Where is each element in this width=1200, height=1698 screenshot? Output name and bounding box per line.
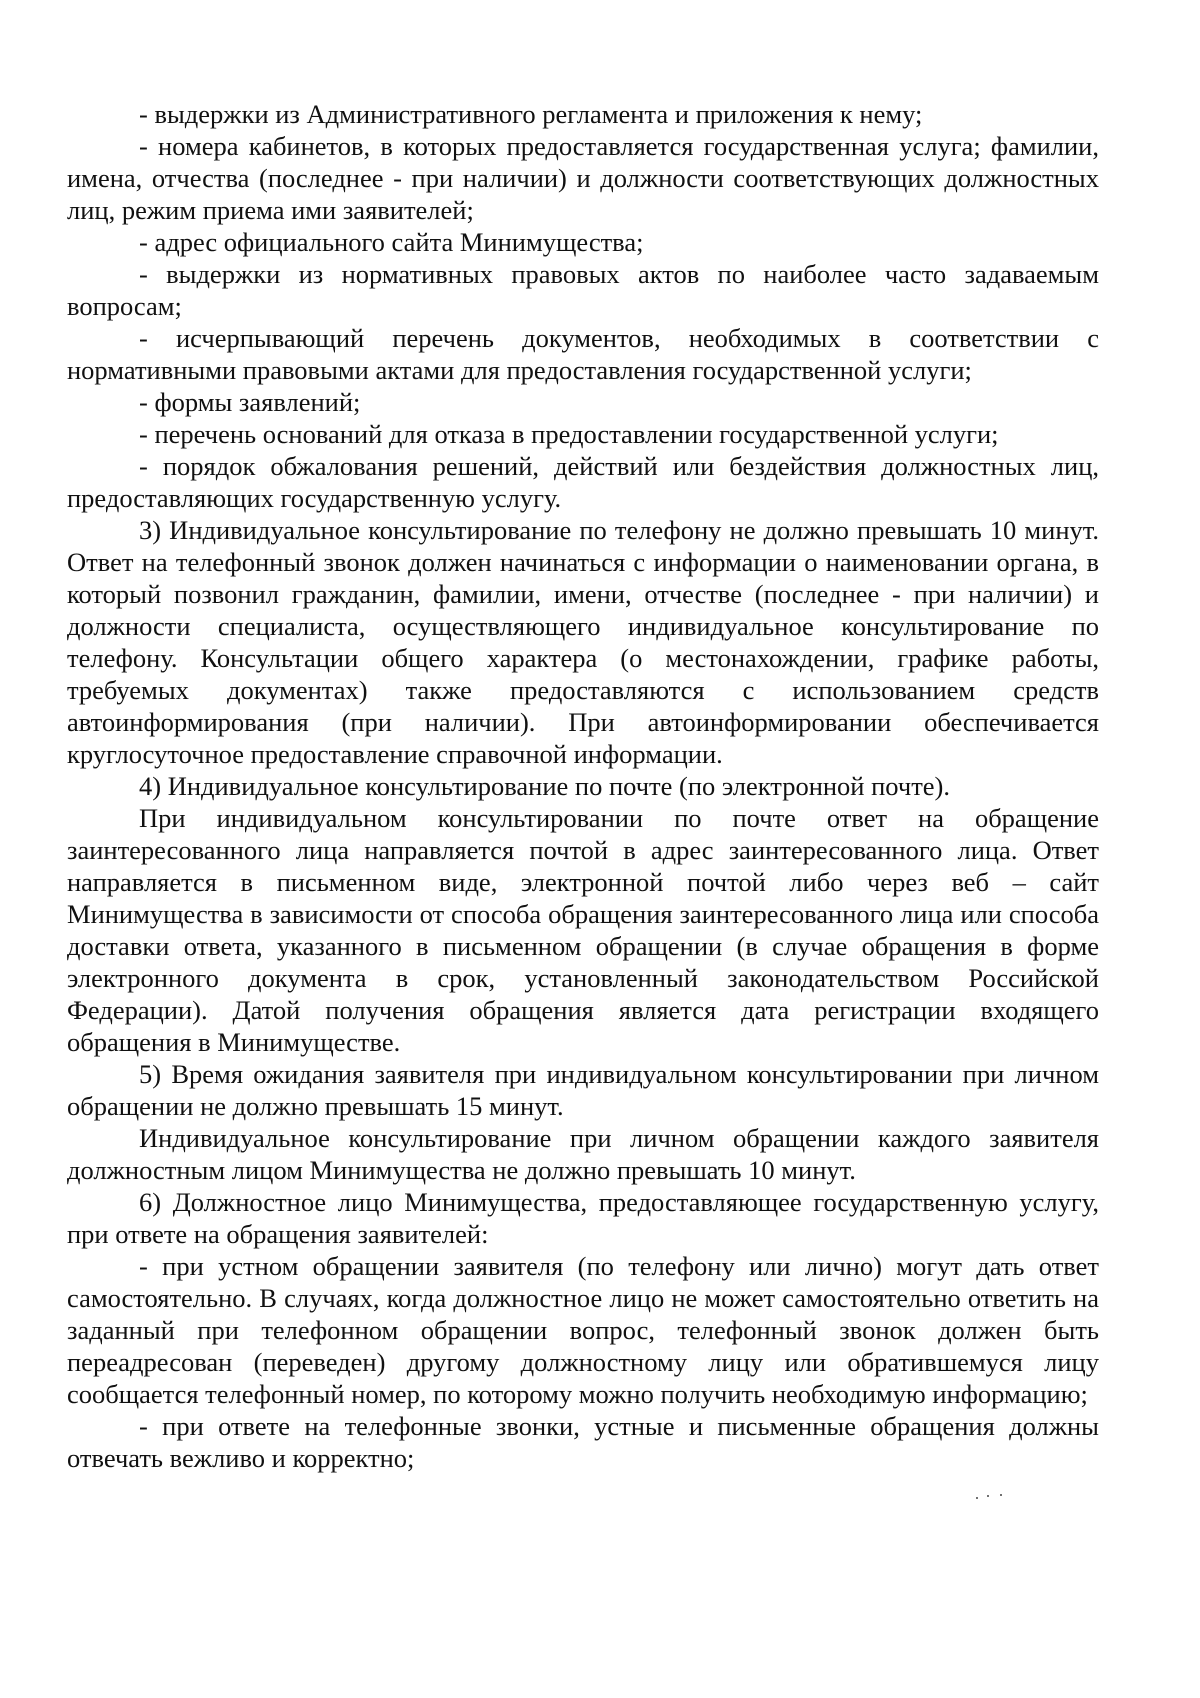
- document-body: [67, 98, 1099, 1474]
- paragraph: 3) Индивидуальное консультирование по телефону не должно превышать 10 минут. Ответ на телефонный звонок должен начинаться с информации о наименовании органа, в который позвонил гражданин, фамилии, имени, отчестве (последнее - при наличии) и должности специалиста, осуществляющего индивидуальное консультирование по телефону. Консультации общего характера (о местонахождении, графике работы, требуемых документах) также предоставляются с использованием средств автоинформирования (при наличии). При автоинформировании обеспечивается круглосуточное предоставление справочной информации.: [67, 515, 1099, 769]
- paragraph: Индивидуальное консультирование при личном обращении каждого заявителя должностным лицом Минимущества не должно превышать 10 минут.: [67, 1123, 1099, 1185]
- list-item: - порядок обжалования решений, действий или бездействия должностных лиц, предоставляющих государственную услугу.: [67, 451, 1099, 513]
- paragraph: При индивидуальном консультировании по почте ответ на обращение заинтересованного лица направляется почтой в адрес заинтересованного лица. Ответ направляется в письменном виде, электронной почтой либо через веб – сайт Минимущества в зависимости от способа обращения заинтересованного лица или способа доставки ответа, указанного в письменном обращении (в случае обращения в форме электронного документа в срок, установленный законодательством Российской Федерации). Датой получения обращения является дата регистрации входящего обращения в Минимуществе.: [67, 803, 1099, 1057]
- list-item: - при ответе на телефонные звонки, устные и письменные обращения должны отвечать вежливо и корректно;: [67, 1411, 1099, 1473]
- list-item: - формы заявлений;: [139, 387, 361, 417]
- list-item: - выдержки из Административного регламента и приложения к нему;: [139, 99, 923, 129]
- list-item: - номера кабинетов, в которых предоставляется государственная услуга; фамилии, имена, отчества (последнее - при наличии) и должности соответствующих должностных лиц, режим приема ими заявителей;: [67, 131, 1099, 225]
- list-item: - при устном обращении заявителя (по телефону или лично) могут дать ответ самостоятельно. В случаях, когда должностное лицо не может самостоятельно ответить на заданный при телефонном обращении вопрос, телефонный звонок должен быть переадресован (переведен) другому должностному лицу или обратившемуся лицу сообщается телефонный номер, по которому можно получить необходимую информацию;: [67, 1251, 1099, 1409]
- list-item: - выдержки из нормативных правовых актов по наиболее часто задаваемым вопросам;: [67, 259, 1099, 321]
- list-item: - исчерпывающий перечень документов, необходимых в соответствии с нормативными правовыми актами для предоставления государственной услуги;: [67, 323, 1099, 385]
- list-item: - адрес официального сайта Минимущества;: [139, 227, 644, 257]
- paragraph: 6) Должностное лицо Минимущества, предоставляющее государственную услугу, при ответе на обращения заявителей:: [67, 1187, 1099, 1249]
- paragraph: 4) Индивидуальное консультирование по почте (по электронной почте).: [139, 771, 950, 801]
- paragraph: 5) Время ожидания заявителя при индивидуальном консультировании при личном обращении не должно превышать 15 минут.: [67, 1059, 1099, 1121]
- list-item: - перечень оснований для отказа в предоставлении государственной услуги;: [139, 419, 999, 449]
- scan-speck: [976, 1494, 1006, 1500]
